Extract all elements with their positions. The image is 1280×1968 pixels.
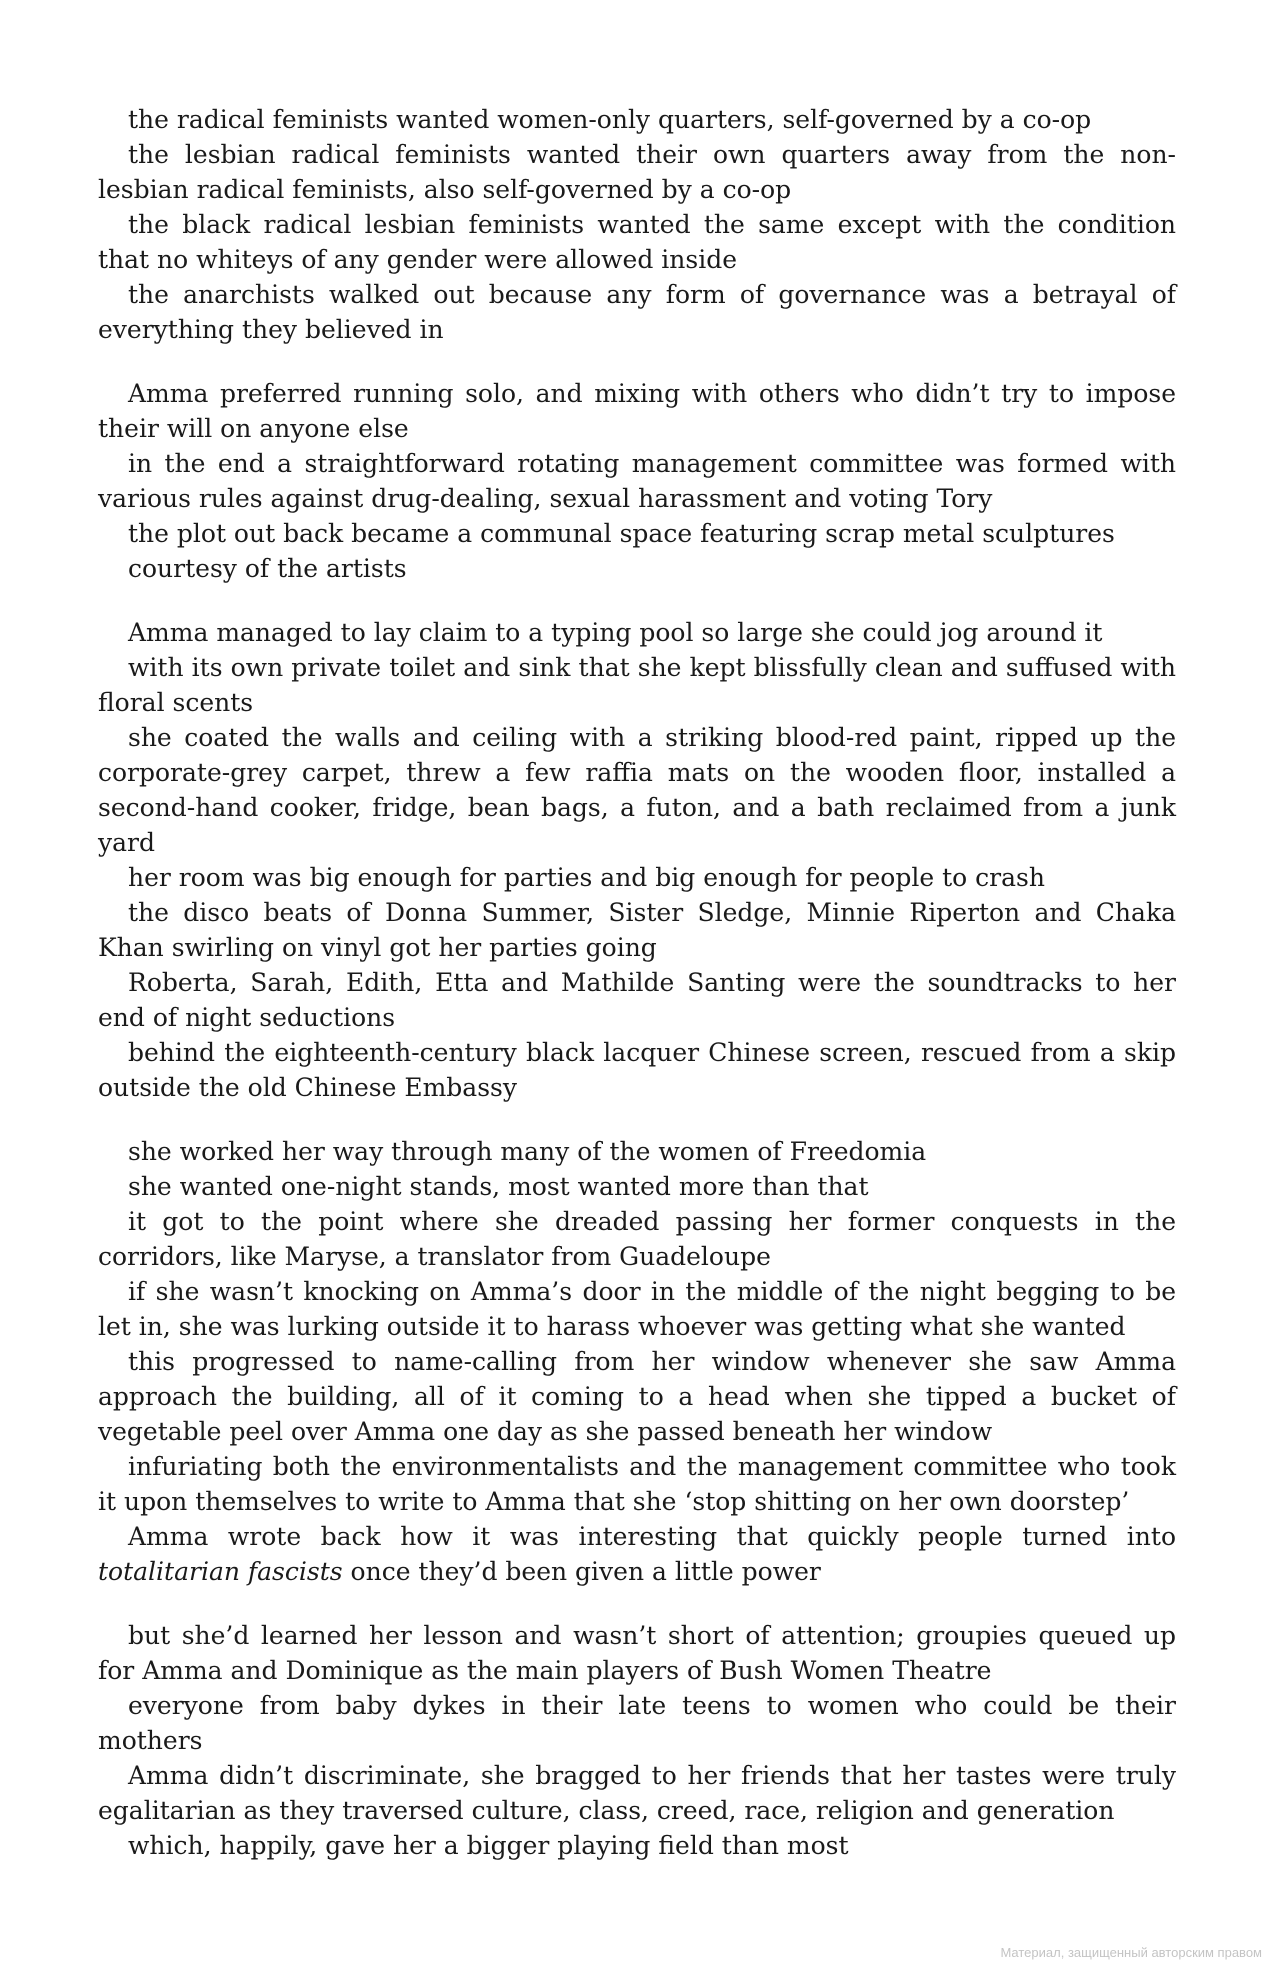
- paragraph-with-emphasis: [98, 1519, 1176, 1589]
- stanza-4: [98, 1134, 1176, 1589]
- paragraph: Roberta, Sarah, Edith, Etta and Mathilde Santing were the soundtracks to her end of night seductions: [98, 968, 1176, 1032]
- paragraph: the anarchists walked out because any form of governance was a betrayal of everything they believed in: [98, 280, 1176, 344]
- paragraph: the radical feminists wanted women-only quarters, self-governed by a co-op: [128, 105, 1092, 134]
- paragraph: courtesy of the artists: [128, 554, 407, 583]
- paragraph: this progressed to name-calling from her window whenever she saw Amma approach the building, all of it coming to a head when she tipped a bucket of vegetable peel over Amma one day as she passed beneath her window: [98, 1347, 1176, 1446]
- paragraph: everyone from baby dykes in their late teens to women who could be their mothers: [98, 1691, 1176, 1755]
- paragraph: it got to the point where she dreaded passing her former conquests in the corridors, like Maryse, a translator from Guadeloupe: [98, 1207, 1176, 1271]
- stanza-1: [98, 102, 1176, 347]
- copyright-watermark: Материал, защищенный авторским правом: [1000, 1945, 1262, 1960]
- paragraph: she wanted one-night stands, most wanted more than that: [128, 1172, 869, 1201]
- paragraph-text: Amma wrote back how it was interesting that quickly people turned into: [128, 1522, 1176, 1551]
- paragraph: which, happily, gave her a bigger playing field than most: [128, 1831, 849, 1860]
- paragraph: with its own private toilet and sink that she kept blissfully clean and suffused with floral scents: [98, 653, 1176, 717]
- paragraph: Amma preferred running solo, and mixing with others who didn’t try to impose their will on anyone else: [98, 379, 1176, 443]
- paragraph: the disco beats of Donna Summer, Sister Sledge, Minnie Riperton and Chaka Khan swirling on vinyl got her parties going: [98, 898, 1176, 962]
- stanza-5: [98, 1618, 1176, 1863]
- paragraph: behind the eighteenth-century black lacquer Chinese screen, rescued from a skip outside the old Chinese Embassy: [98, 1038, 1176, 1102]
- paragraph: the plot out back became a communal space featuring scrap metal sculptures: [128, 519, 1115, 548]
- stanza-3: [98, 615, 1176, 1105]
- paragraph: infuriating both the environmentalists and the management committee who took it upon themselves to write to Amma that she ‘stop shitting on her own doorstep’: [98, 1452, 1176, 1516]
- paragraph: if she wasn’t knocking on Amma’s door in the middle of the night begging to be let in, she was lurking outside it to harass whoever was getting what she wanted: [98, 1277, 1176, 1341]
- paragraph: in the end a straightforward rotating management committee was formed with various rules against drug-dealing, sexual harassment and voting Tory: [98, 449, 1176, 513]
- paragraph-text: once they’d been given a little power: [342, 1557, 821, 1586]
- paragraph: she coated the walls and ceiling with a striking blood-red paint, ripped up the corporate-grey carpet, threw a few raffia mats on the wooden floor, installed a second-hand cooker, fridge, bean bags, a futon, and a bath reclaimed from a junk yard: [98, 723, 1176, 857]
- stanza-2: [98, 376, 1176, 586]
- paragraph: she worked her way through many of the women of Freedomia: [128, 1137, 927, 1166]
- paragraph: Amma didn’t discriminate, she bragged to her friends that her tastes were truly egalitarian as they traversed culture, class, creed, race, religion and generation: [98, 1761, 1176, 1825]
- paragraph: the black radical lesbian feminists wanted the same except with the condition that no whiteys of any gender were allowed inside: [98, 210, 1176, 274]
- paragraph: Amma managed to lay claim to a typing pool so large she could jog around it: [128, 618, 1103, 647]
- emphasized-text: totalitarian fascists: [98, 1557, 343, 1586]
- paragraph: her room was big enough for parties and big enough for people to crash: [128, 863, 1045, 892]
- paragraph: but she’d learned her lesson and wasn’t short of attention; groupies queued up for Amma and Dominique as the main players of Bush Women Theatre: [98, 1621, 1176, 1685]
- book-page: [98, 102, 1176, 1892]
- paragraph: the lesbian radical feminists wanted their own quarters away from the non-lesbian radical feminists, also self-governed by a co-op: [98, 140, 1176, 204]
